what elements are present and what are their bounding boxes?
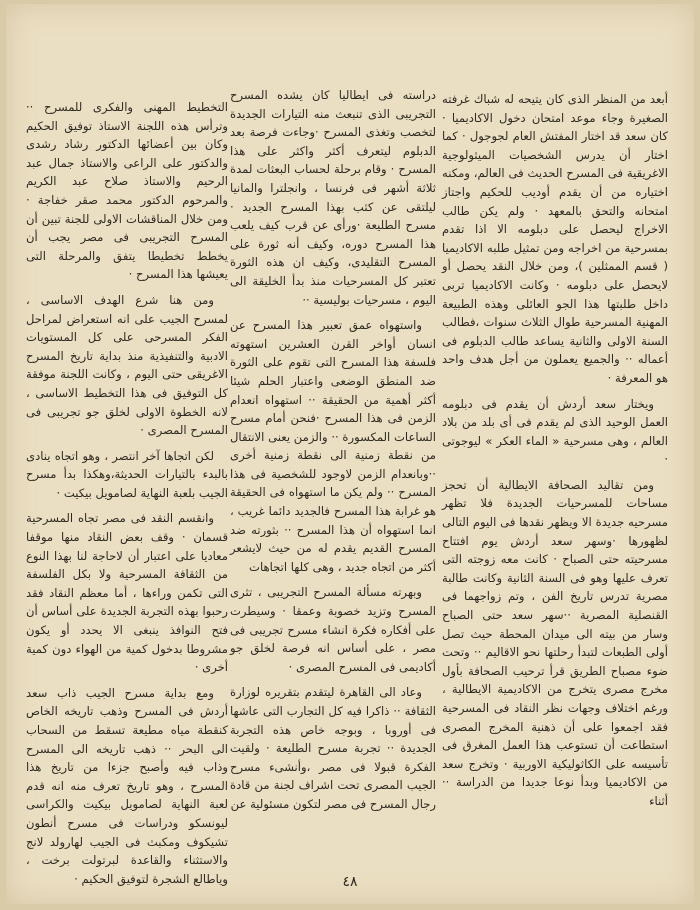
paragraph: وبهرته مسألة المسرح التجريبى ، تثرى المسرح وتزيد خصوبة وعمقا · وسيطرت على أفكاره فكرة انشاء مسرح تجريبى فى مصر ، على أساس انه فرصة لخلق جو أكاديمى فى المسرح المصرى ·: [230, 585, 436, 674]
paragraph: ومن هنا شرع الهدف الاساسى ، لمسرح الجيب على انه استعراض لمراحل الفكر المسرحى على كل المستويات الادبية والتنفيذية منذ بداية تاريخ المسرح الاغريقى حتى اليوم ، وكانت اللجنة موفقة كل التوفيق فى هذا التخطيط الاساسى ، لانه الخطوة الاولى لخلق جو تجريبى فى المسرح المصرى ·: [26, 292, 228, 438]
text-column-right: [442, 90, 668, 818]
text-column-left: [26, 98, 228, 895]
paragraph: ومن تقاليد الصحافة الايطالية أن تحجز مساحات للمسرحيات الجديدة فلا تظهر مسرحيه جديدة الا ويظهر نقدها فى اليوم التالى لظهورها ·وسهر سعد أردش يوم افتتاح مسرحيته حتى الصباح · كانت معه زوجته التى تعرف عليها وهو فى السنة الثانية وكانت طالبة مصرية تدرس تاريخ الفن ، وتم زواجهما فى القنصلية المصرية ··سهر سعد حتى الصباح وسار من بيته الى ميدان المحطة حيث تصل أولى الطبعات لتبدأ رحلتها نحو الاقاليم ·· وتحت ضوء مصباح الطريق قرأ ترحيب الصحافة بأول مخرج مصرى يتخرج من الاكاديمية الايطالية ، ورغم اختلاف وجهات نظر النقاد فى المسرحية فقد اجمعوا على أن ذهنية المخرج المصرى استطاعت أن تستوعب هذا العمل المغرق فى تأسيسه على الكاثوليكية الاوربية · وتخرج سعد من الاكاديميا وبدأ نوعا جديدا من الدراسة ·· أثناء: [442, 477, 668, 808]
page-number: ٤٨: [342, 874, 358, 890]
paragraph: ومع بداية مسرح الجيب ذاب سعد أردش فى المسرح وذهب تاريخه الخاص كنقطة مياه مطيعة تسقط من السحاب الى البحر ·· ذهب تاريخه الى المسرح وذاب فيه وأصبح جزءا من تاريخ هذا المسرح ، وهو تاريخ تعرف منه انه قدم لعبة النهاية لصامويل بيكيت والكراسى ليونسكو ودراسات فى مسرح أنطون تشيكوف ومكبث فى الجيب لهارولد لانج والاستثناء والقاعدة لبرتولت برخت ، وياطالع الشجرة لتوفيق الحكيم ·: [26, 685, 228, 886]
paragraph: لكن اتجاها آخر انتصر ، وهو اتجاه ينادى بالبدء بالتيارات الحديثة،وهكذا بدأ مسرح الجيب بلعبة النهاية لصامويل بيكيت ·: [26, 448, 228, 500]
paragraph: ويختار سعد أردش أن يقدم فى دبلومه العمل الوحيد الذى لم يقدم فى أى بلد من بلاد العالم ، وهى مسرحية « الماء العكر » ليوجوتى ·: [442, 396, 668, 467]
paragraph: وعاد الى القاهرة ليتقدم بتقريره لوزارة الثقافة ·· ذاكرا فيه كل التجارب التى عاشها فى أوروبا ، وبوجه خاص هذه التجربة الجديدة ·· تجربة مسرح الطليعة · ولقيت الفكرة قبولا فى مصر ،وأنشىء مسرح الجيب المصرى تحت اشراف لجنة من قادة رجال المسرح فى مصر لتكون مسئولية عن: [230, 685, 436, 811]
paragraph: دراسته فى ايطاليا كان يشده المسرح التجريبى الذى تنبعث منه التيارات الجديدة لتخصب وتغذى المسرح ·وجاءت فرصة بعد الدبلوم ليتعرف أكثر واكثر على هذا المسرح · وقام برحلة لحساب البعثات لمدة ثلاثة أشهر فى فرنسا ، وانجلترا والمانيا ليلتقى عن كثب بهذا المسرح الجديد · مسرح الطليعة ·ورأى عن قرب كيف يلعب هذا المسرح دوره، وكيف أنه ثورة على المسرح التقليدى، وكيف ان هذه الثورة تعتبر كل المسرحيات منذ بدأ الخليقة الى اليوم ، مسرحيات بوليسية ··: [230, 88, 436, 307]
text-column-middle: [230, 86, 436, 821]
paragraph: وانقسم النقد فى مصر تجاه المسرحية قسمان · وقف بعض النقاد منها موقفا معاديا على اعتبار أن لاحاجة لنا بهذا النوع من الثقافة المسرحية ولا بكل الفلسفة التى تكمن وراءها ، أما معظم النقاد فقد رحبوا بهذه التجربة الجديدة على أساس أن فتح النوافذ ينبغى الا يحدد أو يكون مشروطا بدخول كمية من الهواء دون كمية أخرى ·: [26, 511, 228, 675]
paragraph: التخطيط المهنى والفكرى للمسرح ·· وترأس هذه اللجنة الاستاذ توفيق الحكيم وكان بين أعضائها الدكتور رشاد رشدى والدكتور على الراعى والاستاذ جمال عبد الرحيم والاستاذ صلاح عبد الكريم والمرحوم الدكتور محمد صقر خفاجة · ومن خلال المناقشات الاولى للجنة تبين أن المسرح التجريبى فى مصر يجب أن يخطط تخطيطا يتفق والمرحلة التى يعيشها هذا المسرح ·: [26, 100, 228, 282]
paragraph: أبعد من المنظر الذى كان يتيحه له شباك غرفته الصغيرة وجاء موعد امتحان دخول الاكاديميا · كان سعد قد اختار المفتش العام لجوجول · كما اختار أن يدرس الشخصيات الميثولوجية الاغريقية فى المسرح الحديث فى العالم، ومكنه اختياره من أن يقدم أوديب للحكيم واجتاز امتحانه والتحق بالمعهد · ولم يكن طالب الاخراج ليحصل على دبلومه الا اذا تقدم بمسرحية من اخراجه ومن تمثيل طلبه الاكاديميا ( قسم الممثلين )، ومن خلال النقد يحصل أو لايحصل على دبلومه · وكانت الاكاديميا تربى داخل طلبتها هذا الجو العائلى وهذه الطبيعة المهنية المسرحية طوال الثلاث سنوات ،فطالب السنة الاولى والثانية يساعد طالب الدبلوم فى أعماله ·· والجميع يعملون من أجل هدف واحد هو المعرفة ·: [442, 92, 668, 385]
magazine-page: [6, 4, 694, 904]
paragraph: واستهواه عمق تعبير هذا المسرح عن انسان أواخر القرن العشرين استهوته فلسفة هذا المسرح التى تقوم على الثورة ضد المنطق الوضعى واعتبار الحلم شيئا أكثر أهمية من الحقيقة ·· استهواه انعدام الزمن فى هذا المسرح ·فنحن أمام مسرح الساعات المكسورة ·· والزمن يعنى الانتقال من نقطة زمنية الى نقطة زمنية أخرى ··وبانعدام الزمن لاوجود للشخصية فى هذا المسرح ·· ولم يكن ما استهواه فى الحقيقة هو غرابة هذا المسرح فالجديد دائما غريب ، انما استهواه أن هذا المسرح ·· بثورته ضد المسرح القديم يقدم له من حيث لايشعر أكثر من اتجاه جديد ، وهى كلها اتجاهات: [230, 318, 436, 574]
